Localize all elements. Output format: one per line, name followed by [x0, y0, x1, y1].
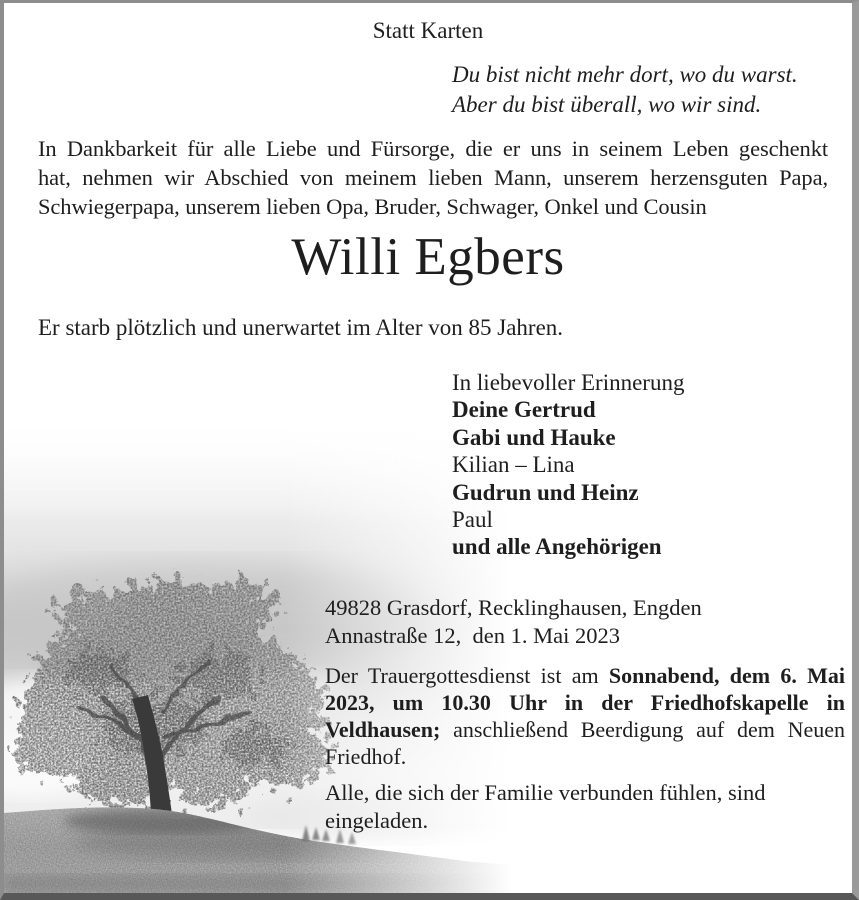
service-line-4 [325, 743, 845, 770]
deceased-name: Willi Egbers [291, 228, 565, 286]
service-text-bold: Sonnabend, dem 6. Mai [608, 663, 846, 688]
intro-line-3: Schwiegerpapa, unserem lieben Opa, Bruder, Schwager, Onkel und Cousin [38, 194, 707, 219]
pre-header: Statt Karten [372, 18, 484, 43]
quote-line-1: Du bist nicht mehr dort, wo du warst. [452, 62, 798, 87]
date-line: Annastraße 12, den 1. Mai 2023 [325, 622, 620, 648]
address-line: 49828 Grasdorf, Recklinghausen, Engden [325, 595, 702, 620]
service-text: Friedhof. [325, 744, 407, 769]
service-text: anschließend Beerdigung auf dem Neuen [440, 717, 845, 742]
remembrance-line: In liebevoller Erinnerung [452, 370, 685, 395]
intro-paragraph [38, 134, 828, 221]
intro-line-1: In Dankbarkeit für alle Liebe und Fürsorge, die er uns in seinem Leben geschenkt [38, 136, 828, 161]
mourner-line: und alle Angehörigen [452, 534, 662, 560]
death-statement: Er starb plötzlich und unerwartet im Alter von 85 Jahren. [38, 315, 564, 340]
service-text-bold: 2023, um 10.30 Uhr in der Friedhofskapelle in [325, 690, 845, 715]
service-line-2 [325, 689, 845, 716]
mourner-line: Deine Gertrud [452, 397, 596, 423]
service-info [325, 662, 845, 770]
mourner-line: Gudrun und Heinz [452, 479, 639, 505]
mourners-list [452, 369, 684, 561]
mourner-line: Paul [452, 507, 493, 533]
closing-paragraph [325, 779, 766, 834]
mourner-line: Gabi und Hauke [452, 424, 616, 450]
intro-line-2: hat, nehmen wir Abschied von meinem lieben Mann, unserem herzensguten Papa, [38, 165, 828, 190]
memorial-quote [452, 60, 798, 120]
service-line-3 [325, 716, 845, 743]
address-block [325, 594, 702, 649]
service-line-1 [325, 662, 845, 689]
service-text-bold: Veldhausen; [325, 717, 441, 742]
closing-line-1: Alle, die sich der Familie verbunden fühlen, sind [325, 780, 766, 805]
mourner-line: Kilian – Lina [452, 452, 575, 478]
service-text: Der Trauergottesdienst ist am [325, 663, 609, 688]
quote-line-2: Aber du bist überall, wo wir sind. [452, 92, 762, 117]
closing-line-2: eingeladen. [325, 807, 429, 833]
